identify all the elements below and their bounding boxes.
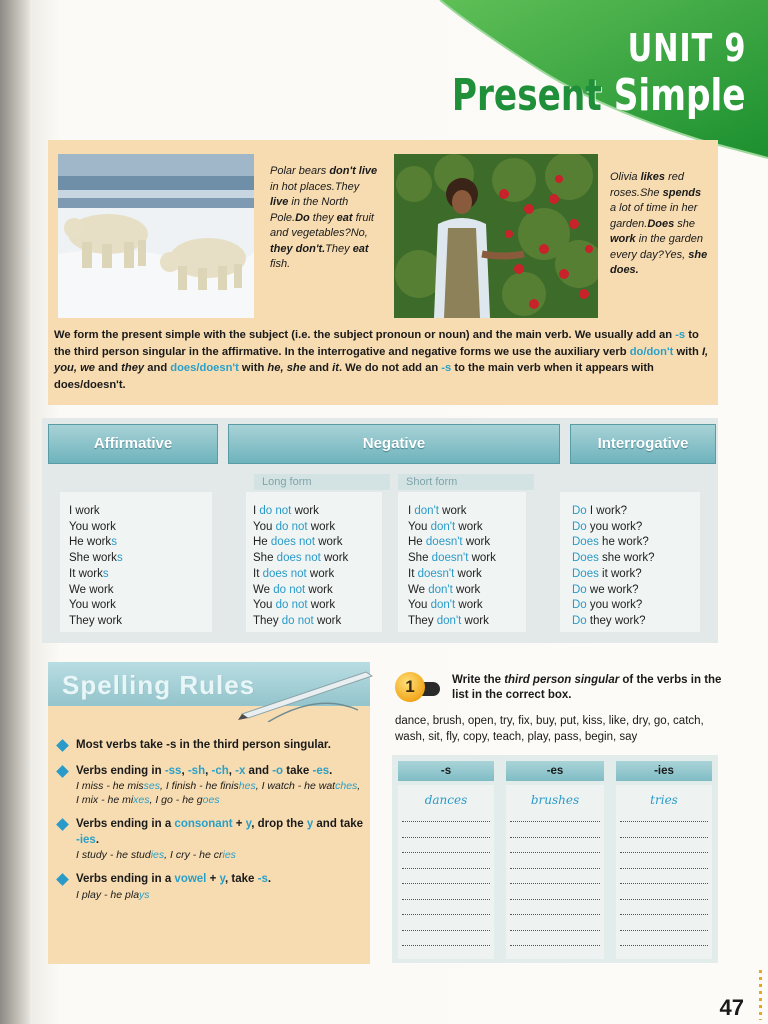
example-span: oes [202,794,220,806]
long-form-row-subject: She [253,552,277,565]
answer-line[interactable] [510,868,600,869]
rule-span: Verbs ending in [76,764,165,777]
short-form-row-rest: work [461,614,489,627]
long-form-row-subject: They [253,614,282,627]
spelling-rule-example [76,848,364,862]
answer-line[interactable] [620,899,708,900]
rule-span: -ch [211,764,229,777]
caption-span: Yes, [663,248,689,261]
spelling-rule-example [76,888,364,902]
paragraph-span: does/doesn't [170,362,239,374]
rule-span: -o [272,764,284,777]
answer-column-ies[interactable] [616,785,712,959]
bullet-diamond-icon [56,818,69,831]
example-span: , I mix - he mi [76,780,361,806]
long-form-row-auxiliary: do not [281,614,314,627]
unit-number: UNIT 9 [627,26,746,70]
caption-span: in hot places. [270,180,335,193]
affirmative-row [69,504,123,520]
short-form-row-auxiliary: don't [430,520,456,533]
spelling-rule-example [76,779,364,807]
rule-span: , [228,764,236,777]
short-form-row-auxiliary: doesn't [425,536,463,549]
example-span: I miss - he mis [76,780,144,792]
exercise-instruction [452,673,722,703]
sorting-table [392,755,718,963]
bullet-diamond-icon [56,765,69,778]
affirmative-form: They work [69,614,123,627]
answer-line[interactable] [402,883,490,884]
answer-line[interactable] [510,821,600,822]
interrogative-row [572,504,654,520]
rule-span: -ies [76,833,96,846]
caption-span: eat [352,242,369,255]
rule-span: -es [312,764,330,777]
affirmative-row [69,567,123,583]
affirmative-column [69,504,123,630]
answer-line[interactable] [402,837,490,838]
caption-span: No, [350,227,368,239]
long-form-row [253,598,348,614]
affirmative-form: It work [69,567,103,580]
caption-span: in the North Pole. [270,196,349,224]
spelling-rule-text [76,817,364,848]
long-form-row-rest: work [315,536,343,549]
answer-column-es[interactable] [506,785,604,959]
conjugation-table [42,418,718,643]
caption-span: likes [640,171,666,183]
short-form-column [408,504,496,630]
paragraph-span: -s [675,329,686,341]
rule-span: y [219,873,226,885]
example-span: , I cry - he cr [164,849,223,861]
long-form-row [253,567,348,583]
interrogative-row-auxiliary: Do [572,614,587,627]
example-span: ies [222,849,236,861]
long-form-row [253,520,348,536]
olivia-caption [610,170,710,279]
spelling-rule-text [76,872,364,888]
interrogative-row-rest: they work? [586,614,646,627]
polar-bears-photo [58,154,254,318]
paragraph-span: to the third person singular in the affirmative. In the interrogative and negative forms we use the auxiliary verb [54,329,699,358]
short-form-row-rest: work [455,599,483,612]
affirmative-row [69,583,123,599]
short-form-row [408,504,496,520]
affirmative-row [69,614,123,630]
long-form-row-rest: work [307,599,336,612]
long-form-row-auxiliary: do not [259,505,292,517]
example-span: I play - he pla [76,888,140,901]
instruction-part-b: third person singular [504,674,620,686]
answer-line[interactable] [510,930,600,931]
caption-span: They [334,180,360,193]
long-form-row [253,614,348,630]
short-form-row-rest: work [468,552,496,565]
caption-span: fish. [270,258,291,270]
answer-column-s[interactable] [398,785,494,959]
long-form-row-auxiliary: does not [262,567,307,580]
paragraph-span: . We do not add an [338,362,442,374]
answer-line[interactable] [402,914,490,915]
spelling-rules-list [58,738,364,912]
long-form-row-subject: It [253,567,263,580]
rule-span: -ss [164,764,182,777]
answer-line[interactable] [510,945,600,946]
rule-span: vowel [174,873,207,885]
paragraph-span: and [95,362,122,374]
short-form-row-rest: work [454,567,482,580]
spelling-rule [58,764,364,808]
interrogative-row [572,520,654,536]
answer-line[interactable] [620,945,708,946]
rule-span: + [232,818,246,830]
paragraph-span: and [305,362,333,374]
interrogative-row-auxiliary: Do [572,583,587,596]
paragraph-span: I, you, we [54,345,709,374]
answer-line[interactable] [510,883,600,884]
spelling-rule-text [76,738,364,754]
bullet-diamond-icon [56,739,69,752]
rule-span: , take [225,873,258,885]
caption-span: She [639,186,663,199]
affirmative-form: She work [69,552,117,565]
answer-line[interactable] [510,899,600,900]
caption-span: live [270,196,289,208]
paragraph-span: do/don't [629,345,674,358]
interrogative-row-rest: you work? [586,599,643,612]
grammar-explanation [54,327,714,393]
affirmative-form: He work [69,536,112,549]
spelling-rule [58,738,364,754]
example-span: ys [139,888,150,901]
interrogative-row [572,551,654,567]
spelling-rule-text [76,764,364,780]
rule-span: y [306,818,314,830]
interrogative-row-rest: you work? [586,520,643,533]
long-form-row-subject: You [253,599,276,612]
rule-span: Most verbs take -s in the third person singular. [76,739,331,751]
affirmative-form: You work [69,520,116,533]
interrogative-row-auxiliary: Do [572,599,587,612]
long-form-row-subject: You [253,520,276,533]
rule-span: consonant [174,818,233,830]
answer-line[interactable] [620,883,708,884]
answer-line[interactable] [510,914,600,915]
answer-line[interactable] [510,852,600,853]
caption-span: spends [662,186,702,199]
column-header-s: -s [398,761,494,781]
caption-span: a lot of time in her garden. [610,202,698,230]
caption-span: Polar bears [270,165,330,177]
short-form-row-subject: He [408,536,426,549]
example-span: , I watch - he wat [255,780,336,792]
rule-span: Verbs ending in a [76,873,175,885]
long-form-row-auxiliary: do not [275,599,308,612]
long-form-row-auxiliary: do not [275,520,308,533]
example-span: ies [150,849,165,861]
short-form-row-auxiliary: don't [430,599,456,612]
long-form-row-rest: work [320,552,349,565]
example-span: hes [238,780,256,792]
long-form-row-auxiliary: does not [276,552,321,565]
answer-line[interactable] [402,945,490,946]
rule-span: , [205,764,212,777]
instruction-part-a: Write the [452,674,505,686]
verb-word-list: dance, brush, open, try, fix, buy, put, kiss, like, dry, go, catch, wash, sit, fly, copy, teach, play, pass, begin, say [395,715,704,743]
interrogative-row-auxiliary: Does [572,567,599,580]
caption-span: They [325,242,353,255]
long-form-column [253,504,348,630]
affirmative-form: We work [69,583,114,596]
short-form-row-subject: It [408,567,418,580]
paragraph-span: it [332,362,339,374]
short-form-row-subject: You [408,599,431,612]
rule-span: -sh [187,764,206,777]
caption-span: fruit and vegetables? [270,211,374,239]
interrogative-row [572,567,654,583]
caption-span: they don't. [270,242,326,255]
short-form-row-auxiliary: don't [428,583,453,596]
affirmative-ending: s [111,536,117,549]
page-edge-marker [759,970,762,1020]
interrogative-row [572,583,654,599]
interrogative-row-rest: I work? [586,505,627,517]
interrogative-row [572,614,654,630]
rule-span: -s [257,873,268,885]
unit-title-part-b: Simple [614,70,746,121]
affirmative-ending: s [102,567,109,580]
long-form-row-subject: He [253,536,271,549]
interrogative-row [572,598,654,614]
short-form-row-rest: work [462,536,491,549]
caption-span: eat [336,211,353,224]
answer-line[interactable] [620,930,708,931]
column-header-ies: -ies [616,761,712,781]
answer-line[interactable] [402,930,490,931]
answer-line[interactable] [620,868,708,869]
interrogative-column [572,504,654,630]
affirmative-row [69,598,123,614]
page-number: 47 [719,995,744,1020]
example-span: ses [143,780,161,792]
long-form-row [253,583,348,599]
caption-span: she does. [610,248,708,276]
caption-span: don't live [329,165,378,177]
pen-icon [238,662,378,722]
caption-span: Olivia [610,171,641,183]
example-span: ches [335,780,358,792]
short-form-row [408,614,496,630]
answer-line[interactable] [402,868,490,869]
long-form-label: Long form [254,474,390,490]
short-form-row-auxiliary: doesn't [417,567,455,580]
caption-span: in the garden every day? [610,233,703,261]
interrogative-row-auxiliary: Does [572,536,599,549]
long-form-row-subject: We [253,583,274,596]
rule-span: Verbs ending in a [76,818,175,830]
answer-line[interactable] [620,852,708,853]
short-form-row [408,567,496,583]
example-answer-ies: tries [650,793,678,807]
short-form-row-rest: work [438,505,467,517]
interrogative-row [572,535,654,551]
answer-line[interactable] [402,899,490,900]
caption-span: Does [647,217,675,230]
answer-line[interactable] [620,914,708,915]
long-form-row [253,504,348,520]
example-span: , I go - he g [149,794,203,806]
short-form-row [408,520,496,536]
caption-span: work [610,233,636,245]
short-form-label: Short form [398,474,534,490]
rule-span: . [329,764,333,777]
caption-span: she [674,217,696,230]
short-form-row-subject: I [408,505,415,517]
long-form-row [253,535,348,551]
short-form-row [408,598,496,614]
short-form-row-subject: You [408,520,431,533]
long-form-row-auxiliary: does not [270,536,316,549]
rule-span: + [206,873,220,885]
affirmative-form: I work [69,505,100,517]
instruction-part-c: of the verbs in the list in the correct box. [452,674,722,701]
answer-line[interactable] [620,821,708,822]
caption-span: they [309,211,337,224]
interrogative-row-rest: it work? [598,567,642,580]
rule-span: , drop the [251,818,307,830]
example-span: xes [133,794,150,806]
paragraph-span: and [144,362,171,374]
affirmative-form: You work [69,599,116,612]
interrogative-row-rest: we work? [586,583,639,596]
exercise-number-badge: 1 [395,672,425,702]
rule-span: . [267,873,272,885]
spelling-rules-panel [48,662,370,964]
short-form-row [408,583,496,599]
paragraph-span: to the main verb when it appears with does/doesn't. [54,362,654,391]
rule-span: and [245,764,273,777]
affirmative-ending: s [116,552,123,565]
long-form-row-rest: work [313,614,342,627]
paragraph-span: We form the present simple with the subject (i.e. the subject pronoun or noun) and the main verb. We usually add an [54,329,676,341]
short-form-row-rest: work [452,583,481,596]
paragraph-span: with [673,345,702,358]
example-span: I study - he stud [76,849,151,861]
long-form-row-rest: work [306,567,335,580]
long-form-row [253,551,348,567]
interrogative-header: Interrogative [570,424,716,464]
polar-bears-caption [270,164,380,273]
paragraph-span: -s [441,362,452,374]
affirmative-row [69,535,123,551]
spelling-rule [58,872,364,902]
short-form-row-auxiliary: don't [436,614,462,627]
rule-span: -x [235,764,246,777]
interrogative-row-rest: he work? [598,536,649,549]
affirmative-row [69,551,123,567]
interrogative-row-auxiliary: Do [572,505,587,517]
long-form-row-auxiliary: do not [273,583,306,596]
bullet-diamond-icon [56,873,69,886]
answer-line[interactable] [402,852,490,853]
affirmative-header: Affirmative [48,424,218,464]
rule-span: y [245,818,252,830]
negative-header: Negative [228,424,560,464]
spelling-rules-title: Spelling Rules [62,670,256,700]
intro-panel [48,140,718,405]
example-answer-es: brushes [530,793,580,807]
long-form-row-rest: work [305,583,333,596]
unit-title-part-a: Present [452,70,603,121]
short-form-row-subject: We [408,583,429,596]
column-header-es: -es [506,761,604,781]
rule-span: . [95,833,100,846]
answer-line[interactable] [620,837,708,838]
short-form-row [408,535,496,551]
spelling-rule [58,817,364,862]
interrogative-row-auxiliary: Does [572,552,599,565]
long-form-row-subject: I [253,505,260,517]
short-form-row-subject: She [408,552,432,565]
short-form-row [408,551,496,567]
olivia-garden-photo [394,154,598,318]
long-form-row-rest: work [291,505,319,517]
short-form-row-subject: They [408,614,437,627]
rule-span: , [181,764,188,777]
rule-span: take [283,764,313,777]
example-answer-s: dances [424,793,468,807]
paragraph-span: they [121,362,145,374]
unit-title [452,70,746,121]
paragraph-span: with [238,362,268,374]
short-form-row-auxiliary: don't [414,505,439,517]
interrogative-row-auxiliary: Do [572,520,587,533]
answer-line[interactable] [402,821,490,822]
affirmative-row [69,520,123,536]
rule-span: and take [313,818,364,830]
long-form-row-rest: work [307,520,336,533]
example-span: , I finish - he finis [160,780,239,792]
paragraph-span: he, she [267,362,306,374]
caption-span: Do [295,211,310,224]
caption-span: red roses. [610,171,684,199]
short-form-row-auxiliary: doesn't [431,552,469,565]
answer-line[interactable] [510,837,600,838]
interrogative-row-rest: she work? [598,552,655,565]
short-form-row-rest: work [455,520,483,533]
